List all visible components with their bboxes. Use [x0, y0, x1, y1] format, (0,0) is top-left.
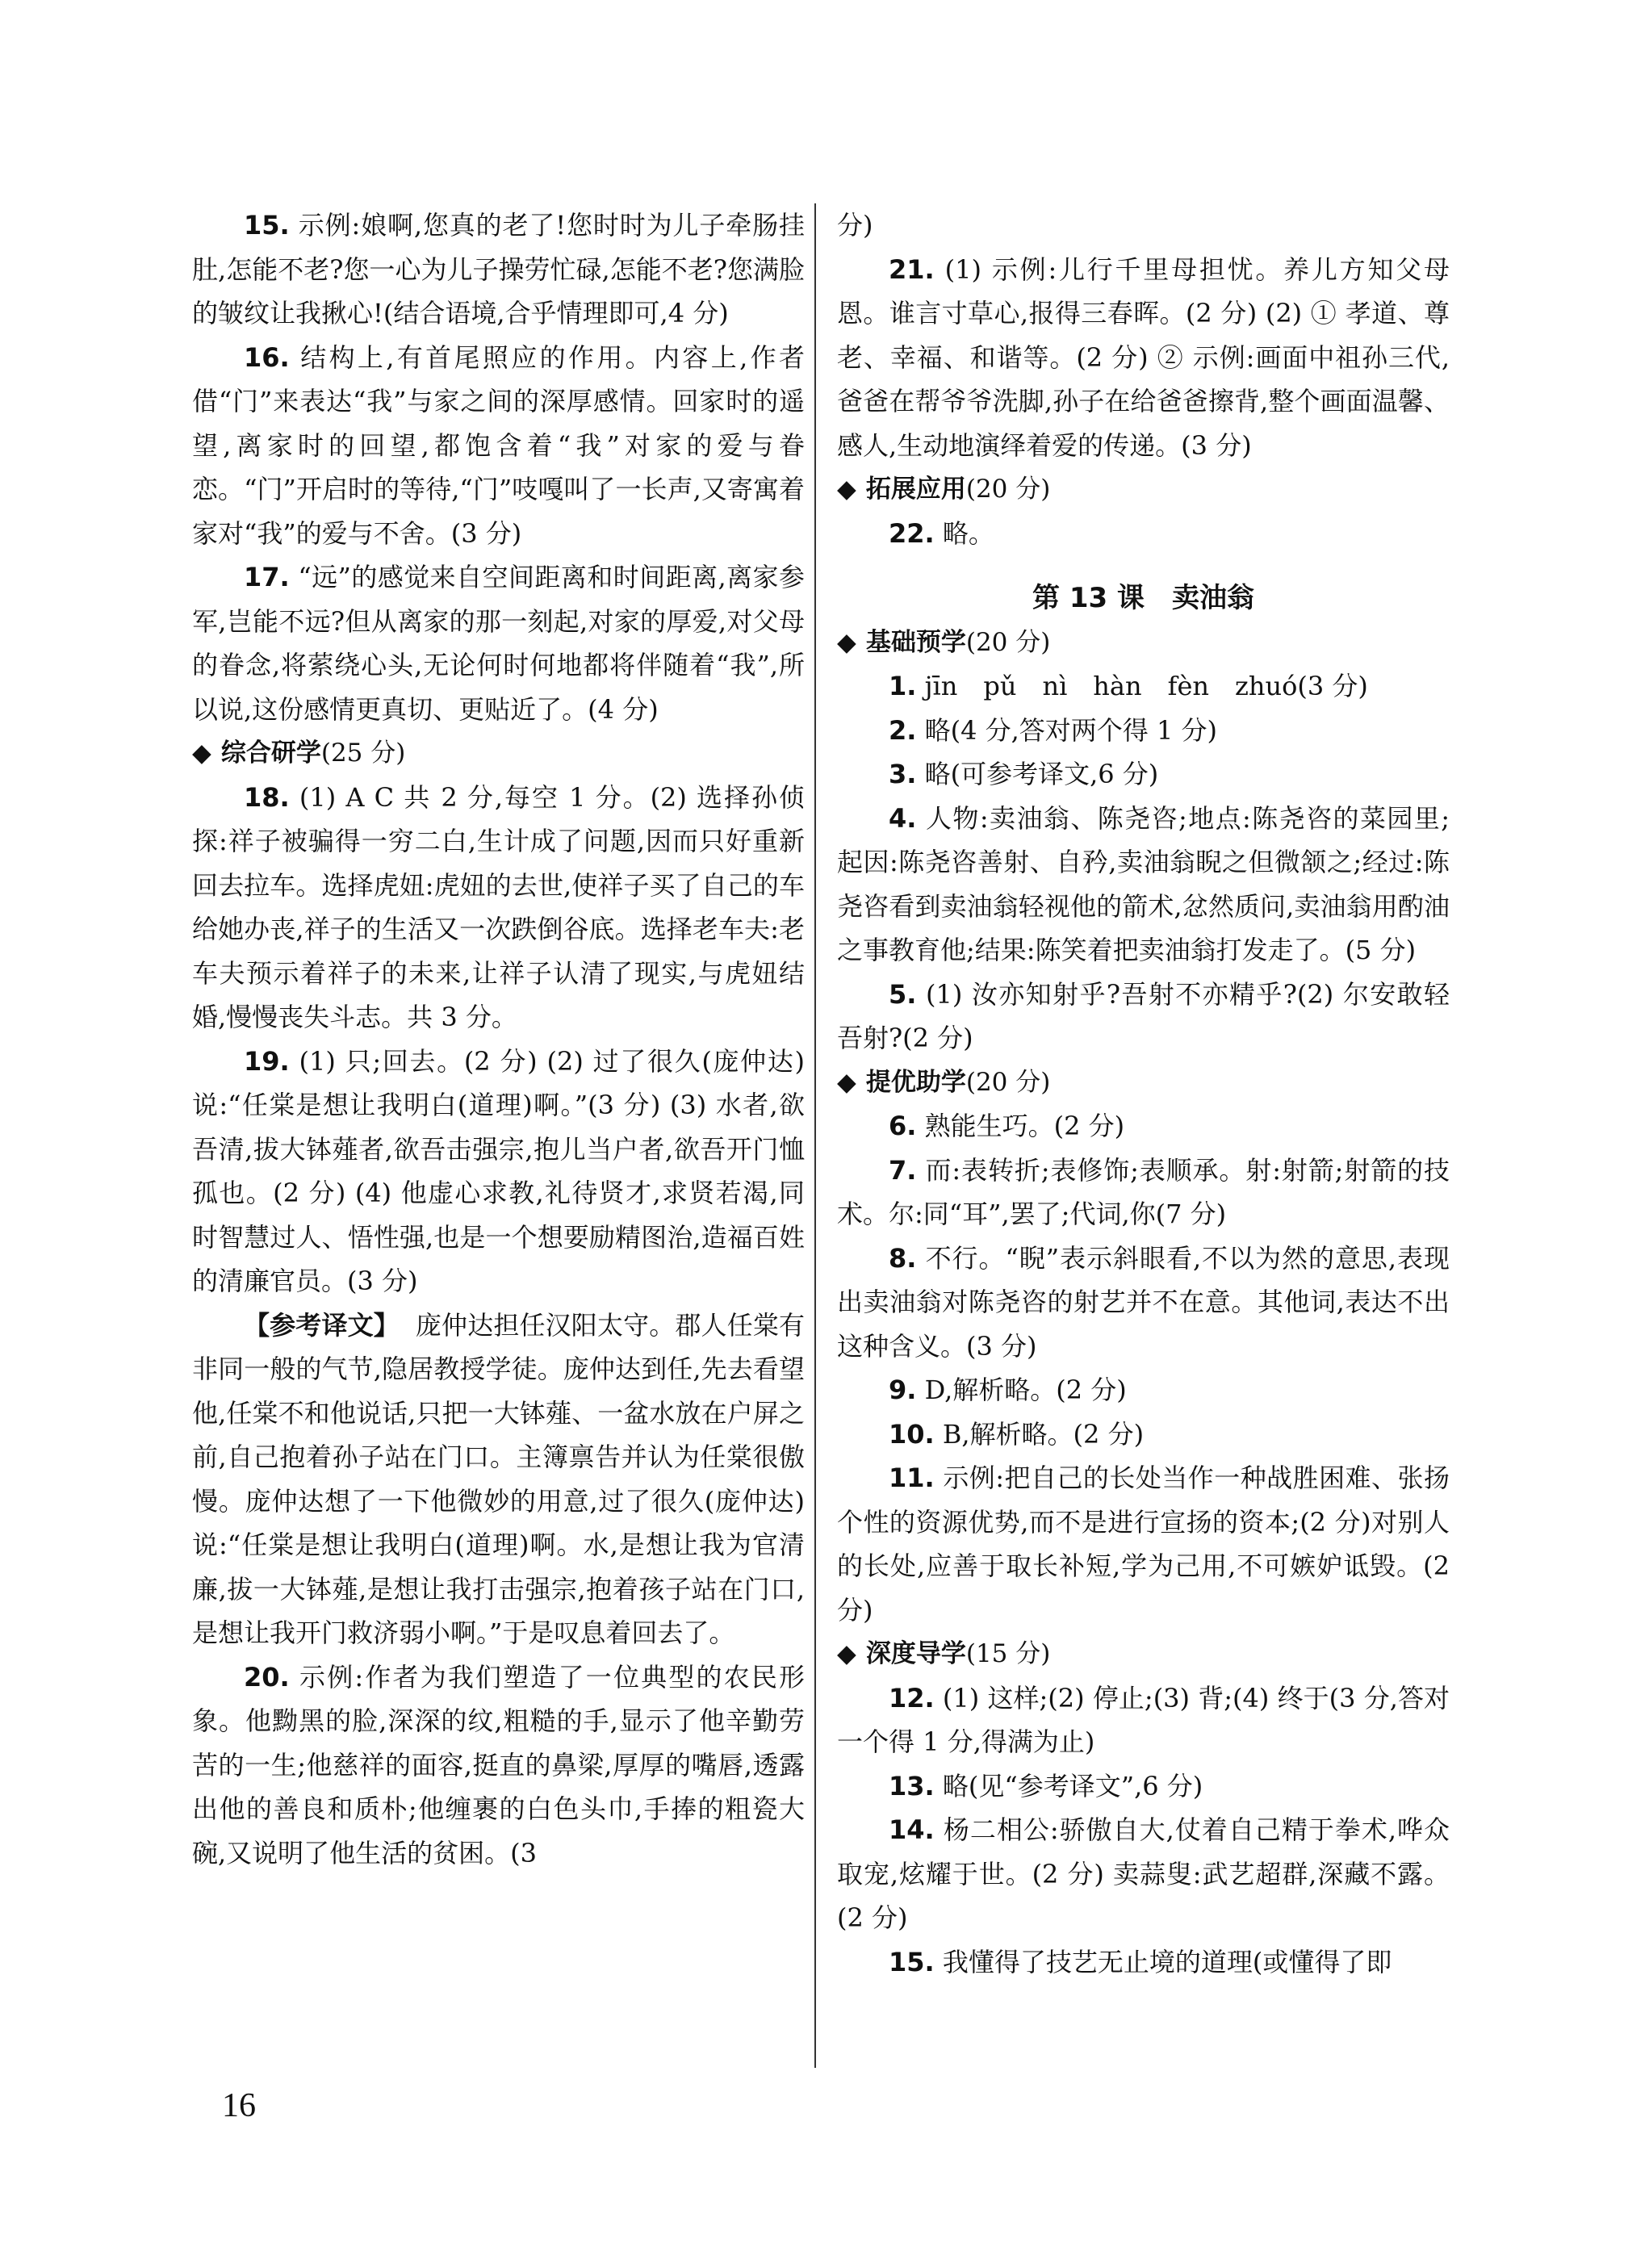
section-score: (20 分) — [965, 475, 1051, 504]
answer-number: 7. — [889, 1154, 917, 1186]
section-score: (20 分) — [965, 627, 1051, 657]
answer-15 — [192, 203, 805, 336]
answer-number: 16. — [244, 341, 290, 373]
answer-text: 杨二相公:骄傲自大,仗着自己精于拳术,哗众取宠,炫耀于世。(2 分) 卖蒜叟:武艺超群,深藏不露。(2 分) — [837, 1814, 1450, 1933]
answer-number: 21. — [889, 253, 935, 285]
answer-number: 3. — [889, 759, 917, 789]
answer-15-lesson13 — [837, 1940, 1450, 1985]
answer-number: 8. — [889, 1242, 917, 1274]
answer-text: 示例:把自己的长处当作一种战胜困难、张扬个性的资源优势,而不是进行宣扬的资本;(2 分)对别人的长处,应善于取长补短,学为己用,不可嫉妒诋毁。(2 分) — [837, 1462, 1450, 1626]
answer-number: 5. — [889, 978, 917, 1010]
answer-text: 略。 — [942, 517, 994, 549]
column-divider — [814, 203, 816, 2068]
answer-number: 4. — [889, 802, 917, 834]
answer-10 — [837, 1412, 1450, 1457]
answer-text: (1) 这样;(2) 停止;(3) 背;(4) 终于(3 分,答对一个得 1 分,得满为止) — [837, 1682, 1450, 1757]
answer-text: 略(见“参考译文”,6 分) — [942, 1770, 1203, 1801]
answer-text: (1) A C 共 2 分,每空 1 分。(2) 选择孙侦探:祥子被骗得一穷二白,生计成了问题,因而只好重新回去拉车。选择虎妞:虎妞的去世,使祥子买了自己的车给她办丧,祥子的生活又一次跌倒谷底。选择老车夫:老车夫预示着祥子的未来,让祥子认清了现实,与虎妞结婚,慢慢丧失斗志。共 3 分。 — [192, 781, 805, 1032]
left-column — [192, 203, 805, 1875]
answer-number: 1. — [889, 671, 917, 701]
answer-number: 14. — [889, 1814, 935, 1845]
answer-text: 人物:卖油翁、陈尧咨;地点:陈尧咨的菜园里;起因:陈尧咨善射、自矜,卖油翁睨之但微颔之;经过:陈尧咨看到卖油翁轻视他的箭术,忿然质问,卖油翁用酌油之事教育他;结果:陈笑着把卖油翁打发走了。(5 分) — [837, 802, 1450, 965]
answer-21 — [837, 248, 1450, 468]
diamond-icon: ◆ — [837, 1067, 856, 1097]
answer-text: jīn pǔ nì hàn fèn zhuó(3 分) — [924, 671, 1368, 701]
answer-1 — [837, 664, 1450, 709]
section-jichu — [837, 621, 1450, 665]
answer-text: 略(4 分,答对两个得 1 分) — [924, 714, 1217, 746]
answer-number: 9. — [889, 1375, 917, 1405]
answer-13 — [837, 1764, 1450, 1809]
answer-9 — [837, 1368, 1450, 1412]
section-title: 拓展应用 — [865, 475, 966, 504]
answer-11 — [837, 1456, 1450, 1632]
section-title: 提优助学 — [865, 1067, 966, 1097]
answer-20 — [192, 1655, 805, 1876]
right-column — [837, 203, 1450, 1984]
section-score: (20 分) — [965, 1067, 1051, 1097]
section-title: 综合研学 — [220, 739, 321, 768]
reference-translation — [192, 1303, 805, 1655]
answer-text: 我懂得了技艺无止境的道理(或懂得了即 — [942, 1946, 1392, 1977]
answer-text: 而:表转折;表修饰;表顺承。射:射箭;射箭的技术。尔:同“耳”,罢了;代词,你(7 分) — [837, 1154, 1450, 1229]
answer-number: 15. — [244, 210, 290, 241]
answer-number: 12. — [889, 1682, 935, 1714]
answer-number: 11. — [889, 1462, 935, 1493]
answer-number: 19. — [244, 1045, 290, 1077]
section-shendu — [837, 1632, 1450, 1676]
answer-text: D,解析略。(2 分) — [924, 1375, 1127, 1405]
answer-number: 18. — [244, 781, 290, 813]
answer-number: 2. — [889, 714, 917, 746]
answer-3 — [837, 752, 1450, 797]
lesson-title: 第 13 课 卖油翁 — [1032, 582, 1254, 614]
answer-text: (1) 示例:儿行千里母担忧。养儿方知父母恩。谁言寸草心,报得三春晖。(2 分) (2) ① 孝道、尊老、幸福、和谐等。(2 分) ② 示例:画面中祖孙三代,爸爸在帮爷爷洗脚,孙子在给爸爸擦背,整个画面温馨、感人,生动地演绎着爱的传递。(3 分) — [837, 253, 1450, 461]
answer-text: 示例:娘啊,您真的老了!您时时为儿子牵肠挂肚,怎能不老?您一心为儿子操劳忙碌,怎能不老?您满脸的皱纹让我揪心!(结合语境,合乎情理即可,4 分) — [192, 210, 805, 328]
answer-4 — [837, 797, 1450, 973]
section-tuozhan — [837, 467, 1450, 512]
answer-17 — [192, 555, 805, 731]
answer-18 — [192, 776, 805, 1040]
answer-number: 15. — [889, 1946, 935, 1977]
diamond-icon: ◆ — [192, 739, 211, 768]
answer-text: (1) 只;回去。(2 分) (2) 过了很久(庞仲达)说:“任棠是想让我明白(道理)啊。”(3 分) (3) 水者,欲吾清,拔大钵薤者,欲吾击强宗,抱儿当户者,欲吾开门恤孤也。(2 分) (4) 他虚心求教,礼待贤才,求贤若渴,同时智慧过人、悟性强,也是一个想要励精图治,造福百姓的清廉官员。(3 分) — [192, 1045, 805, 1296]
answer-6 — [837, 1104, 1450, 1149]
answer-text: 熟能生巧。(2 分) — [924, 1111, 1125, 1141]
section-score: (15 分) — [965, 1639, 1051, 1668]
translation-heading: 【参考译文】 — [244, 1309, 400, 1341]
answer-number: 13. — [889, 1770, 935, 1801]
section-title: 深度导学 — [865, 1639, 966, 1668]
answer-19 — [192, 1040, 805, 1303]
answer-text: 示例:作者为我们塑造了一位典型的农民形象。他黝黑的脸,深深的纹,粗糙的手,显示了他辛勤劳苦的一生;他慈祥的面容,挺直的鼻梁,厚厚的嘴唇,透露出他的善良和质朴;他缠裹的白色头巾,手捧的粗瓷大碗,又说明了他生活的贫困。(3 — [192, 1661, 805, 1868]
answer-22 — [837, 512, 1450, 556]
answer-20-continued: 分) — [837, 210, 873, 241]
section-score: (25 分) — [320, 739, 406, 768]
section-zonghe — [192, 731, 805, 776]
answer-text: B,解析略。(2 分) — [942, 1418, 1145, 1450]
page-number: 16 — [222, 2087, 256, 2124]
answer-text: 略(可参考译文,6 分) — [924, 759, 1159, 789]
answer-number: 22. — [889, 517, 935, 549]
answer-14 — [837, 1808, 1450, 1940]
answer-2 — [837, 709, 1450, 753]
answer-12 — [837, 1676, 1450, 1764]
section-tiyou — [837, 1061, 1450, 1105]
answer-number: 17. — [244, 562, 290, 592]
diamond-icon: ◆ — [837, 475, 856, 504]
answer-text: 不行。“睨”表示斜眼看,不以为然的意思,表现出卖油翁对陈尧咨的射艺并不在意。其他词,表达不出这种含义。(3 分) — [837, 1242, 1450, 1362]
answer-5 — [837, 973, 1450, 1061]
answer-number: 6. — [889, 1111, 917, 1141]
diamond-icon: ◆ — [837, 627, 856, 657]
answer-7 — [837, 1149, 1450, 1237]
translation-text: 庞仲达担任汉阳太守。郡人任棠有非同一般的气节,隐居教授学徒。庞仲达到任,先去看望他,任棠不和他说话,只把一大钵薤、一盆水放在户屏之前,自己抱着孙子站在门口。主簿禀告并认为任棠很傲慢。庞仲达想了一下他微妙的用意,过了很久(庞仲达)说:“任棠是想让我明白(道理)啊。水,是想让我为官清廉,拔一大钵薤,是想让我打击强宗,抱着孩子站在门口,是想让我开门救济弱小啊。”于是叹息着回去了。 — [192, 1309, 805, 1648]
answer-16 — [192, 336, 805, 556]
section-title: 基础预学 — [865, 627, 966, 657]
answer-text: 结构上,有首尾照应的作用。内容上,作者借“门”来表达“我”与家之间的深厚感情。回家时的遥望,离家时的回望,都饱含着“我”对家的爱与眷恋。“门”开启时的等待,“门”吱嘎叫了一长声,又寄寓着家对“我”的爱与不舍。(3 分) — [192, 341, 805, 549]
answer-text: (1) 汝亦知射乎?吾射不亦精乎?(2) 尔安敢轻吾射?(2 分) — [837, 978, 1450, 1053]
answer-number: 20. — [244, 1661, 290, 1693]
answer-number: 10. — [889, 1418, 935, 1450]
answer-8 — [837, 1237, 1450, 1369]
diamond-icon: ◆ — [837, 1639, 856, 1668]
answer-text: “远”的感觉来自空间距离和时间距离,离家参军,岂能不远?但从离家的那一刻起,对家的厚爱,对父母的眷念,将萦绕心头,无论何时何地都将伴随着“我”,所以说,这份感情更真切、更贴近了。(4 分) — [192, 562, 805, 725]
